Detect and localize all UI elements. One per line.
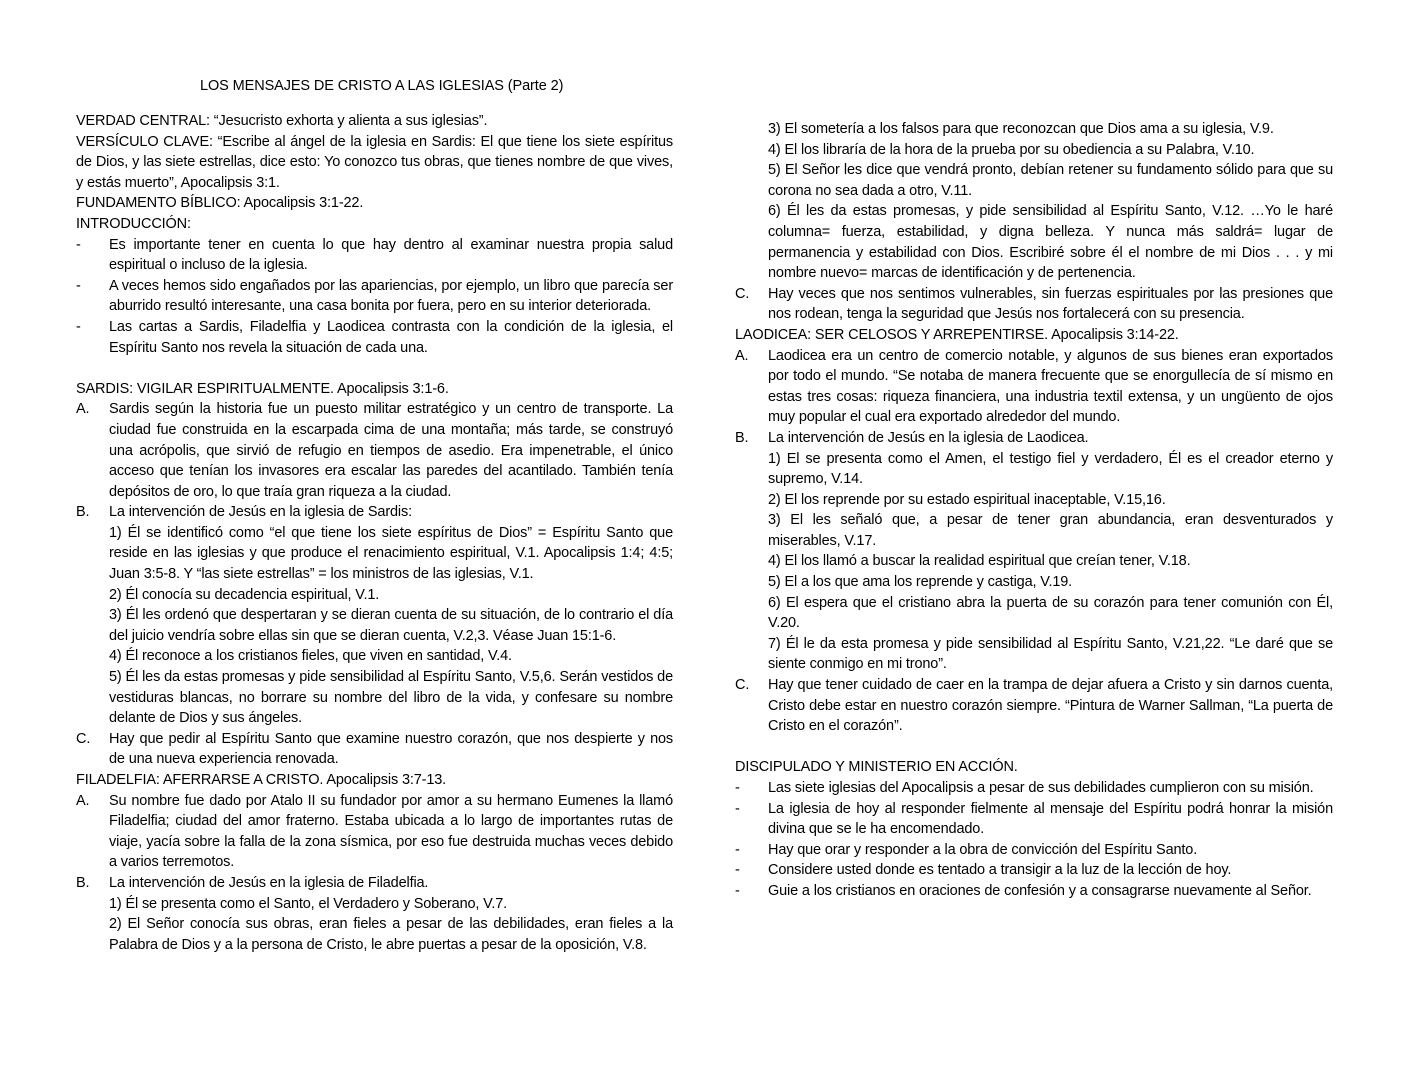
sub-point: 5) Él les da estas promesas y pide sensibilidad al Espíritu Santo, V.5,6. Serán vestidos de vestiduras blancas, no borrare su nombre del libro de la vida, y confesare su nombre delante de Dios y sus ángeles. (109, 669, 673, 727)
list-item-text: La intervención de Jesús en la iglesia de Filadelfia. (109, 874, 429, 891)
central-truth: VERDAD CENTRAL: “Jesucristo exhorta y alienta a sus iglesias”. (76, 113, 488, 129)
sub-point: 5) El a los que ama los reprende y castiga, V.19. (768, 574, 1073, 591)
biblical-foundation: FUNDAMENTO BÍBLICO: Apocalipsis 3:1-22. (76, 195, 364, 212)
spacer (76, 358, 673, 379)
list-item-text: Hay veces que nos sentimos vulnerables, sin fuerzas espirituales por las presiones que nos rodean, tenga la seguridad que Jesús nos fortalecerá con su presencia. (768, 285, 1333, 323)
list-item-text: La intervención de Jesús en la iglesia de Laodicea. (768, 429, 1089, 446)
list-item-text: La iglesia de hoy al responder fielmente al mensaje del Espíritu podrá honrar la misión divina que se le ha encomendado. (768, 800, 1333, 838)
sub-point: 3) Él les ordenó que despertaran y se dieran cuenta de su situación, de lo contrario el día del juicio vendría sobre ellas sin que se dieran cuenta, V.2,3. Véase Juan 15:1-6. (109, 607, 673, 644)
discipulado-heading: DISCIPULADO Y MINISTERIO EN ACCIÓN. (735, 759, 1018, 776)
list-item (735, 799, 1333, 840)
filadelfia-point-b (76, 873, 673, 894)
list-marker: - (735, 882, 740, 899)
right-column (735, 119, 1333, 902)
list-marker: B. (76, 874, 90, 891)
page-title: LOS MENSAJES DE CRISTO A LAS IGLESIAS (Parte 2) (200, 78, 564, 94)
sub-point: 1) Él se presenta como el Santo, el Verdadero y Soberano, V.7. (109, 895, 508, 912)
intro-list (76, 235, 673, 359)
list-item-text: Es importante tener en cuenta lo que hay dentro al examinar nuestra propia salud espiritual o incluso de la iglesia. (109, 236, 673, 274)
list-item-text: Su nombre fue dado por Atalo II su fundador por amor a su hermano Eumenes la llamó Filadelfia; ciudad del amor fraterno. Estaba ubicada a lo largo de importantes rutas de viaje, yacía sobre la falla de la zona sísmica, por eso fue destruida muchas veces debido a varios terremotos. (109, 792, 673, 871)
spacer (735, 737, 1333, 758)
list-item (735, 881, 1333, 902)
sub-point: 6) Él les da estas promesas, y pide sensibilidad al Espíritu Santo, V.12. …Yo le haré columna= fuerza, estabilidad, y digna belleza. Y nunca más saldrá= lugar de permanencia y estabilidad con Dios. Escribiré sobre él el nombre de mi Dios . . . y mi nombre nuevo= marcas de identificación y de pertenencia. (768, 203, 1333, 282)
discipulado-list (735, 778, 1333, 902)
list-item-text: Hay que pedir al Espíritu Santo que examine nuestro corazón, que nos despierte y nos de una nueva experiencia renovada. (109, 730, 673, 768)
list-item (76, 235, 673, 276)
list-marker: - (735, 862, 740, 879)
sub-point: 6) El espera que el cristiano abra la puerta de su corazón para tener comunión con Él, V.20. (768, 594, 1333, 632)
list-marker: - (76, 236, 81, 253)
sub-point: 3) El les señaló que, a pesar de tener gran abundancia, eran desventurados y miserables, V.17. (768, 512, 1333, 549)
list-marker: C. (735, 285, 750, 302)
intro-heading: INTRODUCCIÓN: (76, 215, 191, 232)
key-verse: VERSÍCULO CLAVE: “Escribe al ángel de la iglesia en Sardis: El que tiene los siete espíritus de Dios, y las siete estrellas, dice esto: Yo conozco tus obras, que tienes nombre de que vives, y estás muerto”, Apocalipsis 3:1. (76, 133, 673, 191)
sub-point: 1) El se presenta como el Amen, el testigo fiel y verdadero, Él es el creador eterno y supremo, V.14. (768, 450, 1333, 488)
list-item-text: Considere usted donde es tentado a transigir a la luz de la lección de hoy. (768, 862, 1232, 879)
sub-point: 2) El los reprende por su estado espiritual inaceptable, V.15,16. (768, 491, 1166, 508)
list-marker: - (76, 277, 81, 294)
list-marker: A. (735, 347, 749, 364)
sardis-point-b (76, 502, 673, 523)
sardis-point-a (76, 399, 673, 502)
list-item (735, 840, 1333, 861)
list-item-text: Hay que tener cuidado de caer en la trampa de dejar afuera a Cristo y sin darnos cuenta, Cristo debe estar en nuestro corazón siempre. “Pintura de Warner Sallman, “La puerta de Cristo en el corazón”. (768, 677, 1333, 735)
list-marker: C. (76, 730, 91, 747)
list-marker: - (735, 841, 740, 858)
list-item-text: Sardis según la historia fue un puesto militar estratégico y un centro de transporte. La ciudad fue construida en la escarpada cima de una montaña; más tarde, se construyó una acrópolis, que sirvió de refugio en tiempos de asedio. Era impenetrable, el único acceso que tenían los invasores era escalar las paredes del acantilado. También tenía depósitos de oro, lo que traía gran riqueza a la ciudad. (109, 401, 673, 500)
filadelfia-point-c (735, 284, 1333, 325)
sub-point: 4) El los llamó a buscar la realidad espiritual que creían tener, V.18. (768, 553, 1191, 570)
sub-point: 5) El Señor les dice que vendrá pronto, debían retener su fundamento sólido para que su corona no sea dada a otro, V.11. (768, 162, 1333, 199)
list-item-text: Hay que orar y responder a la obra de convicción del Espíritu Santo. (768, 841, 1198, 858)
sub-point: 1) Él se identificó como “el que tiene los siete espíritus de Dios” = Espíritu Santo que reside en las iglesias y que produce el renacimiento espiritual, V.1. Apocalipsis 1:4; 4:5; Juan 3:5-8. Y “las siete estrellas” = los ministros de las iglesias, V.1. (109, 524, 673, 583)
left-column (76, 111, 673, 955)
laodicea-heading: LAODICEA: SER CELOSOS Y ARREPENTIRSE. Apocalipsis 3:14-22. (735, 326, 1179, 343)
list-item (76, 317, 673, 358)
list-item-text: Las siete iglesias del Apocalipsis a pesar de sus debilidades cumplieron con su misión. (768, 780, 1314, 796)
laodicea-point-a (735, 346, 1333, 428)
list-marker: - (735, 800, 740, 817)
list-marker: - (735, 780, 740, 796)
sub-point: 7) Él le da esta promesa y pide sensibilidad al Espíritu Santo, V.21,22. “Le daré que se siente conmigo en mi trono”. (768, 635, 1333, 673)
list-item-text: Las cartas a Sardis, Filadelfia y Laodicea contrasta con la condición de la iglesia, el Espíritu Santo nos revela la situación de cada una. (109, 318, 673, 356)
sardis-heading: SARDIS: VIGILAR ESPIRITUALMENTE. Apocalipsis 3:1-6. (76, 380, 449, 397)
list-marker: C. (735, 677, 750, 694)
sardis-point-c (76, 729, 673, 770)
list-marker: A. (76, 792, 90, 809)
filadelfia-point-a (76, 791, 673, 873)
list-item-text: La intervención de Jesús en la iglesia de Sardis: (109, 504, 412, 521)
laodicea-point-c (735, 675, 1333, 737)
sub-point: 4) El los libraría de la hora de la prueba por su obediencia a su Palabra, V.10. (768, 141, 1255, 158)
list-item (735, 860, 1333, 881)
list-item-text: Guie a los cristianos en oraciones de confesión y a consagrarse nuevamente al Señor. (768, 882, 1312, 899)
sub-point: 2) Él conocía su decadencia espiritual, V.1. (109, 586, 380, 603)
sub-point: 4) Él reconoce a los cristianos fieles, que viven en santidad, V.4. (109, 648, 512, 665)
list-marker: B. (76, 504, 90, 521)
laodicea-point-b (735, 428, 1333, 449)
filadelfia-heading: FILADELFIA: AFERRARSE A CRISTO. Apocalipsis 3:7-13. (76, 772, 447, 788)
list-marker: - (76, 318, 81, 335)
list-item-text: Laodicea era un centro de comercio notable, y algunos de sus bienes eran exportados por todo el mundo. “Se notaba de manera frecuente que se enorgullecía de sí mismo en estas tres cosas: riqueza financiera, una industria textil extensa, y un ungüento de ojos muy popular el cual era exportado alrededor del mundo. (768, 347, 1333, 426)
list-item (735, 778, 1333, 799)
sub-point: 3) El sometería a los falsos para que reconozcan que Dios ama a su iglesia, V.9. (768, 121, 1274, 137)
list-item-text: A veces hemos sido engañados por las apariencias, por ejemplo, un libro que parecía ser aburrido resultó interesante, una casa bonita por fuera, pero en su interior deteriorada. (109, 277, 673, 315)
list-item (76, 276, 673, 317)
list-marker: A. (76, 401, 90, 418)
sub-point: 2) El Señor conocía sus obras, eran fieles a pesar de las debilidades, eran fieles a la Palabra de Dios y a la persona de Cristo, le abre puertas a pesar de la oposición, V.8. (109, 916, 673, 953)
list-marker: B. (735, 429, 749, 446)
